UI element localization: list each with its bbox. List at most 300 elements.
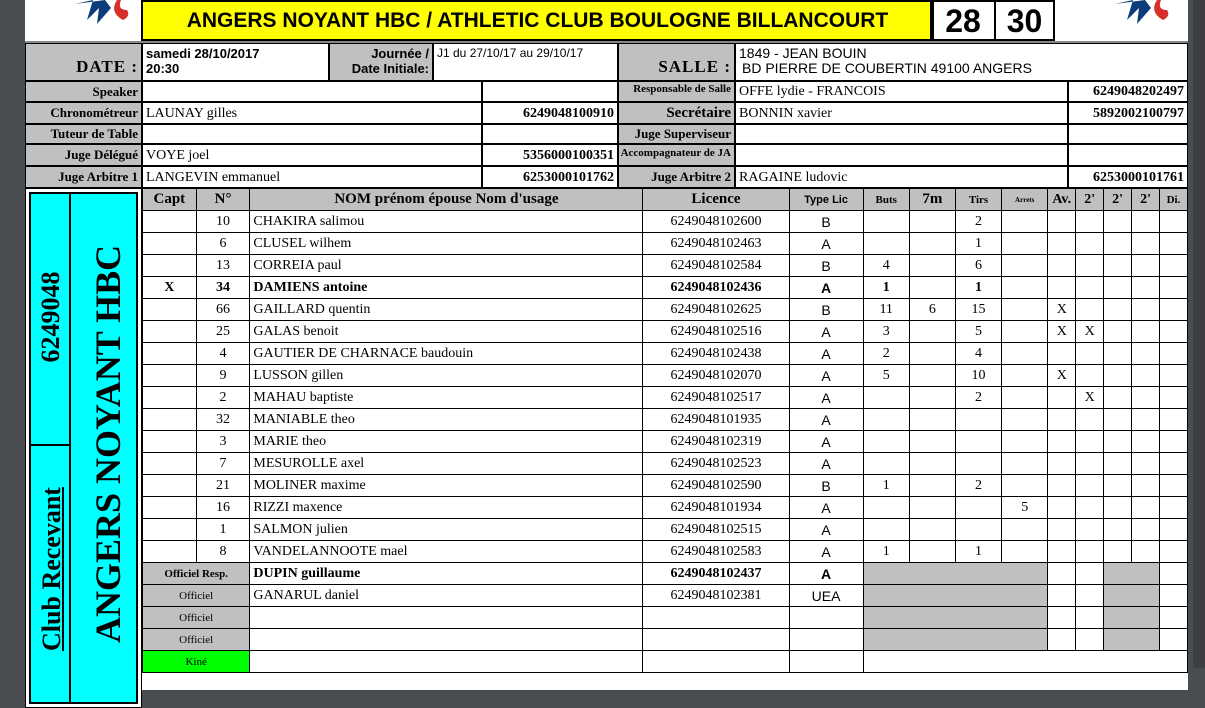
official-label-text: Chronométreur	[50, 105, 138, 120]
player-warning-cell	[1048, 211, 1076, 233]
player-2min-1-cell	[1076, 475, 1104, 497]
player-number-cell: 3	[196, 431, 250, 453]
player-2min-2-cell	[1104, 497, 1132, 519]
player-2min-1-cell	[1076, 497, 1104, 519]
player-shots-cell: 15	[955, 299, 1001, 321]
team-official-row	[143, 563, 1188, 585]
team-official-disqualification-cell	[1159, 563, 1187, 585]
player-2min-3-cell	[1132, 211, 1160, 233]
player-row	[143, 343, 1188, 365]
player-2min-3-cell	[1132, 475, 1160, 497]
team-code-band	[29, 192, 71, 446]
player-2min-3-cell	[1132, 277, 1160, 299]
player-2min-2-cell	[1104, 299, 1132, 321]
player-name-cell: GAILLARD quentin	[250, 299, 643, 321]
player-warning-cell: X	[1048, 321, 1076, 343]
player-saves-cell	[1002, 541, 1048, 563]
player-saves-cell	[1002, 299, 1048, 321]
official-name-text: RAGAINE ludovic	[739, 170, 848, 185]
player-disqualification-cell	[1159, 321, 1187, 343]
official-label-juge-arbitre-1	[25, 166, 142, 188]
col-header-buts: Buts	[863, 189, 909, 211]
player-row	[143, 409, 1188, 431]
player-saves-cell	[1002, 211, 1048, 233]
score-away	[994, 0, 1055, 41]
official-name-juge-delegue	[142, 144, 482, 166]
player-2min-1-cell	[1076, 519, 1104, 541]
ffhb-logo-right-icon	[1105, 0, 1185, 30]
team-official-name	[250, 607, 643, 629]
salle-line2: BD PIERRE DE COUBERTIN 49100 ANGERS	[742, 60, 1032, 76]
player-shots-cell	[955, 519, 1001, 541]
team-official-label: Officiel	[143, 629, 250, 651]
player-7m-cell	[909, 453, 955, 475]
player-2min-3-cell	[1132, 497, 1160, 519]
official-licence-text: 6249048202497	[1093, 84, 1184, 99]
col-header-licence: Licence	[643, 189, 789, 211]
official-name-text: OFFE lydie - FRANCOIS	[739, 84, 886, 99]
official-name-chronometreur	[142, 102, 482, 124]
col-header-2min-2: 2'	[1104, 189, 1132, 211]
roster-header-row	[143, 189, 1188, 211]
col-header-7m: 7m	[909, 189, 955, 211]
player-2min-1-cell	[1076, 211, 1104, 233]
player-row	[143, 475, 1188, 497]
player-warning-cell	[1048, 255, 1076, 277]
official-label-tuteur	[25, 124, 142, 144]
date-label: DATE :	[76, 57, 138, 76]
player-2min-3-cell	[1132, 365, 1160, 387]
player-2min-3-cell	[1132, 343, 1160, 365]
player-name-cell: MAHAU baptiste	[250, 387, 643, 409]
team-official-disqualification-cell	[1159, 629, 1187, 651]
player-2min-2-cell	[1104, 387, 1132, 409]
salle-label-cell	[618, 43, 735, 81]
player-7m-cell	[909, 211, 955, 233]
player-disqualification-cell	[1159, 299, 1187, 321]
player-licence-cell: 6249048102516	[643, 321, 789, 343]
team-official-2min-cell	[1076, 607, 1104, 629]
player-number-cell: 13	[196, 255, 250, 277]
col-header-tirs: Tirs	[955, 189, 1001, 211]
player-licence-type-cell: A	[789, 365, 863, 387]
player-2min-3-cell	[1132, 453, 1160, 475]
player-name-cell: GALAS benoit	[250, 321, 643, 343]
ffhb-logo-left-icon	[65, 0, 145, 30]
player-name-cell: RIZZI maxence	[250, 497, 643, 519]
player-captain-cell	[143, 365, 197, 387]
team-official-disqualification-cell	[1159, 607, 1187, 629]
player-shots-cell: 2	[955, 211, 1001, 233]
club-code: 6249048	[36, 271, 65, 363]
player-licence-type-cell: A	[789, 497, 863, 519]
player-licence-type-cell: A	[789, 409, 863, 431]
player-7m-cell	[909, 409, 955, 431]
official-label-secretaire	[618, 102, 735, 124]
player-saves-cell	[1002, 519, 1048, 541]
player-captain-cell	[143, 475, 197, 497]
player-goals-cell	[863, 233, 909, 255]
player-row	[143, 519, 1188, 541]
player-goals-cell	[863, 519, 909, 541]
journee-label-cell	[329, 43, 433, 81]
player-2min-3-cell	[1132, 431, 1160, 453]
player-number-cell: 25	[196, 321, 250, 343]
score-away-value: 30	[1006, 3, 1043, 39]
player-disqualification-cell	[1159, 409, 1187, 431]
player-2min-2-cell	[1104, 321, 1132, 343]
player-shots-cell: 5	[955, 321, 1001, 343]
official-licence-secretaire	[1068, 102, 1188, 124]
player-2min-2-cell	[1104, 431, 1132, 453]
shaded-cell	[1104, 563, 1160, 585]
player-licence-cell: 6249048102625	[643, 299, 789, 321]
official-licence-juge-superviseur	[1068, 124, 1188, 144]
score-home-value: 28	[945, 3, 981, 39]
player-name-cell: DAMIENS antoine	[250, 277, 643, 299]
shaded-cell	[863, 563, 1048, 585]
shaded-cell	[1104, 607, 1160, 629]
date-label-cell	[25, 43, 142, 81]
player-shots-cell: 10	[955, 365, 1001, 387]
official-name-text: LANGEVIN emmanuel	[146, 170, 281, 185]
player-goals-cell	[863, 497, 909, 519]
player-number-cell: 1	[196, 519, 250, 541]
team-official-row	[143, 629, 1188, 651]
player-captain-cell	[143, 431, 197, 453]
team-official-licence: 6249048102437	[643, 563, 789, 585]
official-label-text: Juge Arbitre 1	[58, 169, 138, 184]
player-number-cell: 21	[196, 475, 250, 497]
player-licence-type-cell: A	[789, 321, 863, 343]
player-2min-2-cell	[1104, 255, 1132, 277]
player-warning-cell	[1048, 343, 1076, 365]
player-goals-cell	[863, 387, 909, 409]
official-licence-juge-arbitre-2	[1068, 166, 1188, 188]
official-label-juge-arbitre-2	[618, 166, 735, 188]
player-2min-3-cell	[1132, 299, 1160, 321]
player-licence-type-cell: B	[789, 475, 863, 497]
salle-label: SALLE :	[658, 57, 731, 76]
kine-label: Kiné	[143, 651, 250, 673]
team-official-warning-cell	[1048, 563, 1076, 585]
player-7m-cell	[909, 541, 955, 563]
player-licence-cell: 6249048101934	[643, 497, 789, 519]
player-2min-3-cell	[1132, 541, 1160, 563]
player-licence-cell: 6249048102319	[643, 431, 789, 453]
player-warning-cell: X	[1048, 299, 1076, 321]
official-licence-text: 6253000101762	[523, 170, 614, 185]
player-2min-2-cell	[1104, 475, 1132, 497]
shaded-cell	[1104, 585, 1160, 607]
player-goals-cell	[863, 409, 909, 431]
official-label-text: Responsable de Salle	[633, 83, 731, 95]
team-name-band	[69, 192, 138, 704]
player-2min-3-cell	[1132, 519, 1160, 541]
player-2min-2-cell	[1104, 519, 1132, 541]
player-shots-cell: 1	[955, 541, 1001, 563]
player-saves-cell	[1002, 387, 1048, 409]
kine-licence	[643, 651, 789, 673]
official-licence-juge-arbitre-1	[482, 166, 618, 188]
player-2min-1-cell	[1076, 453, 1104, 475]
match-title-text: ANGERS NOYANT HBC / ATHLETIC CLUB BOULOGNE BILLANCOURT	[186, 8, 889, 32]
player-number-cell: 8	[196, 541, 250, 563]
player-name-cell: MANIABLE theo	[250, 409, 643, 431]
official-name-accompagnateur	[735, 144, 1068, 166]
kine-row	[143, 651, 1188, 673]
official-label-text: Juge Arbitre 2	[651, 169, 731, 184]
team-official-licence-type: UEA	[789, 585, 863, 607]
team-official-warning-cell	[1048, 585, 1076, 607]
player-licence-cell: 6249048102515	[643, 519, 789, 541]
official-name-responsable-salle	[735, 81, 1068, 102]
team-official-warning-cell	[1048, 629, 1076, 651]
official-licence-chronometreur	[482, 102, 618, 124]
player-2min-2-cell	[1104, 233, 1132, 255]
player-7m-cell	[909, 387, 955, 409]
player-goals-cell: 1	[863, 541, 909, 563]
player-shots-cell: 2	[955, 475, 1001, 497]
window-scrollbar[interactable]	[1193, 0, 1205, 668]
player-number-cell: 32	[196, 409, 250, 431]
player-shots-cell	[955, 453, 1001, 475]
col-header-av: Av.	[1048, 189, 1076, 211]
player-2min-3-cell	[1132, 387, 1160, 409]
col-header-2min-1: 2'	[1076, 189, 1104, 211]
shaded-cell	[863, 585, 1048, 607]
player-warning-cell	[1048, 233, 1076, 255]
player-shots-cell	[955, 431, 1001, 453]
team-official-name: GANARUL daniel	[250, 585, 643, 607]
date-value-line2: 20:30	[146, 61, 180, 76]
team-official-row	[143, 585, 1188, 607]
player-name-cell: SALMON julien	[250, 519, 643, 541]
col-header-name: NOM prénom épouse Nom d'usage	[250, 189, 643, 211]
col-header-2min-3: 2'	[1132, 189, 1160, 211]
col-header-type-lic	[789, 189, 863, 211]
official-licence-tuteur	[482, 124, 618, 144]
team-official-row	[143, 607, 1188, 629]
player-warning-cell	[1048, 277, 1076, 299]
official-licence-text: 5356000100351	[523, 148, 614, 163]
team-official-disqualification-cell	[1159, 585, 1187, 607]
player-7m-cell	[909, 321, 955, 343]
player-warning-cell: X	[1048, 365, 1076, 387]
player-2min-3-cell	[1132, 255, 1160, 277]
kine-empty-cell	[863, 651, 1187, 673]
team-official-licence: 6249048102381	[643, 585, 789, 607]
player-disqualification-cell	[1159, 365, 1187, 387]
player-licence-type-cell: B	[789, 299, 863, 321]
player-2min-2-cell	[1104, 453, 1132, 475]
player-licence-cell: 6249048102463	[643, 233, 789, 255]
player-licence-cell: 6249048102070	[643, 365, 789, 387]
player-licence-type-cell: A	[789, 519, 863, 541]
player-saves-cell	[1002, 475, 1048, 497]
player-saves-cell	[1002, 321, 1048, 343]
player-captain-cell	[143, 519, 197, 541]
player-goals-cell: 1	[863, 475, 909, 497]
player-number-cell: 34	[196, 277, 250, 299]
player-captain-cell: X	[143, 277, 197, 299]
player-warning-cell	[1048, 453, 1076, 475]
player-licence-type-cell: A	[789, 387, 863, 409]
player-disqualification-cell	[1159, 255, 1187, 277]
official-label-text: Juge Délégué	[64, 147, 138, 162]
player-2min-2-cell	[1104, 365, 1132, 387]
player-goals-cell: 3	[863, 321, 909, 343]
player-saves-cell	[1002, 255, 1048, 277]
player-disqualification-cell	[1159, 387, 1187, 409]
player-shots-cell: 1	[955, 233, 1001, 255]
player-disqualification-cell	[1159, 541, 1187, 563]
player-disqualification-cell	[1159, 277, 1187, 299]
official-name-text: LAUNAY gilles	[146, 106, 238, 121]
shaded-cell	[863, 607, 1048, 629]
player-warning-cell	[1048, 409, 1076, 431]
player-row	[143, 431, 1188, 453]
player-captain-cell	[143, 409, 197, 431]
col-header-di: Di.	[1159, 189, 1187, 211]
player-2min-1-cell	[1076, 409, 1104, 431]
player-7m-cell	[909, 277, 955, 299]
player-name-cell: GAUTIER DE CHARNACE baudouin	[250, 343, 643, 365]
player-shots-cell: 2	[955, 387, 1001, 409]
player-saves-cell	[1002, 343, 1048, 365]
player-licence-cell: 6249048102438	[643, 343, 789, 365]
team-official-licence	[643, 607, 789, 629]
player-name-cell: MARIE theo	[250, 431, 643, 453]
player-goals-cell	[863, 431, 909, 453]
player-licence-type-cell: B	[789, 255, 863, 277]
player-number-cell: 9	[196, 365, 250, 387]
player-goals-cell: 11	[863, 299, 909, 321]
player-licence-cell: 6249048102517	[643, 387, 789, 409]
player-disqualification-cell	[1159, 233, 1187, 255]
player-saves-cell	[1002, 409, 1048, 431]
player-disqualification-cell	[1159, 431, 1187, 453]
player-saves-cell	[1002, 365, 1048, 387]
player-2min-2-cell	[1104, 211, 1132, 233]
team-official-licence	[643, 629, 789, 651]
player-licence-type-cell: A	[789, 343, 863, 365]
player-2min-2-cell	[1104, 541, 1132, 563]
player-7m-cell	[909, 255, 955, 277]
official-licence-juge-delegue	[482, 144, 618, 166]
player-name-cell: CHAKIRA salimou	[250, 211, 643, 233]
match-sheet-page	[25, 0, 1188, 690]
player-warning-cell	[1048, 519, 1076, 541]
player-saves-cell: 5	[1002, 497, 1048, 519]
player-goals-cell: 5	[863, 365, 909, 387]
player-disqualification-cell	[1159, 497, 1187, 519]
player-licence-type-cell: A	[789, 431, 863, 453]
player-7m-cell	[909, 233, 955, 255]
player-captain-cell	[143, 453, 197, 475]
official-name-juge-arbitre-1	[142, 166, 482, 188]
player-saves-cell	[1002, 431, 1048, 453]
journee-label-line2: Date Initiale:	[351, 61, 429, 76]
official-label-juge-delegue	[25, 144, 142, 166]
official-name-juge-arbitre-2	[735, 166, 1068, 188]
player-licence-cell: 6249048102436	[643, 277, 789, 299]
player-captain-cell	[143, 387, 197, 409]
roster-table	[142, 188, 1188, 673]
player-shots-cell: 1	[955, 277, 1001, 299]
player-row	[143, 233, 1188, 255]
player-licence-cell: 6249048101935	[643, 409, 789, 431]
club-name: ANGERS NOYANT HBC	[88, 244, 128, 643]
kine-name	[250, 651, 643, 673]
player-captain-cell	[143, 541, 197, 563]
match-title	[141, 0, 934, 41]
player-saves-cell	[1002, 453, 1048, 475]
official-label-text: Juge Superviseur	[634, 126, 731, 141]
player-7m-cell: 6	[909, 299, 955, 321]
player-2min-1-cell	[1076, 299, 1104, 321]
player-2min-1-cell	[1076, 431, 1104, 453]
player-2min-1-cell	[1076, 277, 1104, 299]
player-2min-1-cell: X	[1076, 321, 1104, 343]
team-official-name	[250, 629, 643, 651]
player-disqualification-cell	[1159, 519, 1187, 541]
official-name-tuteur	[142, 124, 482, 144]
player-disqualification-cell	[1159, 343, 1187, 365]
player-shots-cell: 6	[955, 255, 1001, 277]
official-licence-accompagnateur	[1068, 144, 1188, 166]
player-warning-cell	[1048, 475, 1076, 497]
player-saves-cell	[1002, 277, 1048, 299]
official-label-text: Accompagnateur de JA	[620, 147, 731, 159]
player-captain-cell	[143, 233, 197, 255]
official-label-responsable-salle	[618, 81, 735, 102]
official-licence-speaker	[482, 81, 618, 102]
player-name-cell: MOLINER maxime	[250, 475, 643, 497]
player-row	[143, 497, 1188, 519]
player-goals-cell	[863, 453, 909, 475]
journee-value: J1 du 27/10/17 au 29/10/17	[437, 46, 584, 60]
col-header-type-lic-text: Type Lic	[804, 193, 848, 206]
player-number-cell: 16	[196, 497, 250, 519]
col-header-arrets: Arrets	[1002, 189, 1048, 211]
player-7m-cell	[909, 475, 955, 497]
official-label-text: Speaker	[92, 83, 138, 99]
player-7m-cell	[909, 365, 955, 387]
player-7m-cell	[909, 343, 955, 365]
player-7m-cell	[909, 497, 955, 519]
official-licence-text: 5892002100797	[1093, 106, 1184, 121]
official-label-speaker	[25, 81, 142, 102]
official-name-text: BONNIN xavier	[739, 106, 832, 121]
player-captain-cell	[143, 211, 197, 233]
team-official-warning-cell	[1048, 607, 1076, 629]
player-2min-1-cell	[1076, 233, 1104, 255]
journee-label-line1: Journée /	[371, 46, 429, 61]
player-name-cell: VANDELANNOOTE mael	[250, 541, 643, 563]
team-official-label: Officiel	[143, 607, 250, 629]
player-licence-type-cell: A	[789, 541, 863, 563]
player-goals-cell	[863, 211, 909, 233]
player-row	[143, 453, 1188, 475]
team-official-2min-cell	[1076, 585, 1104, 607]
player-2min-1-cell: X	[1076, 387, 1104, 409]
player-2min-2-cell	[1104, 343, 1132, 365]
player-warning-cell	[1048, 541, 1076, 563]
player-number-cell: 10	[196, 211, 250, 233]
player-7m-cell	[909, 431, 955, 453]
official-name-text: VOYE joel	[146, 148, 210, 163]
